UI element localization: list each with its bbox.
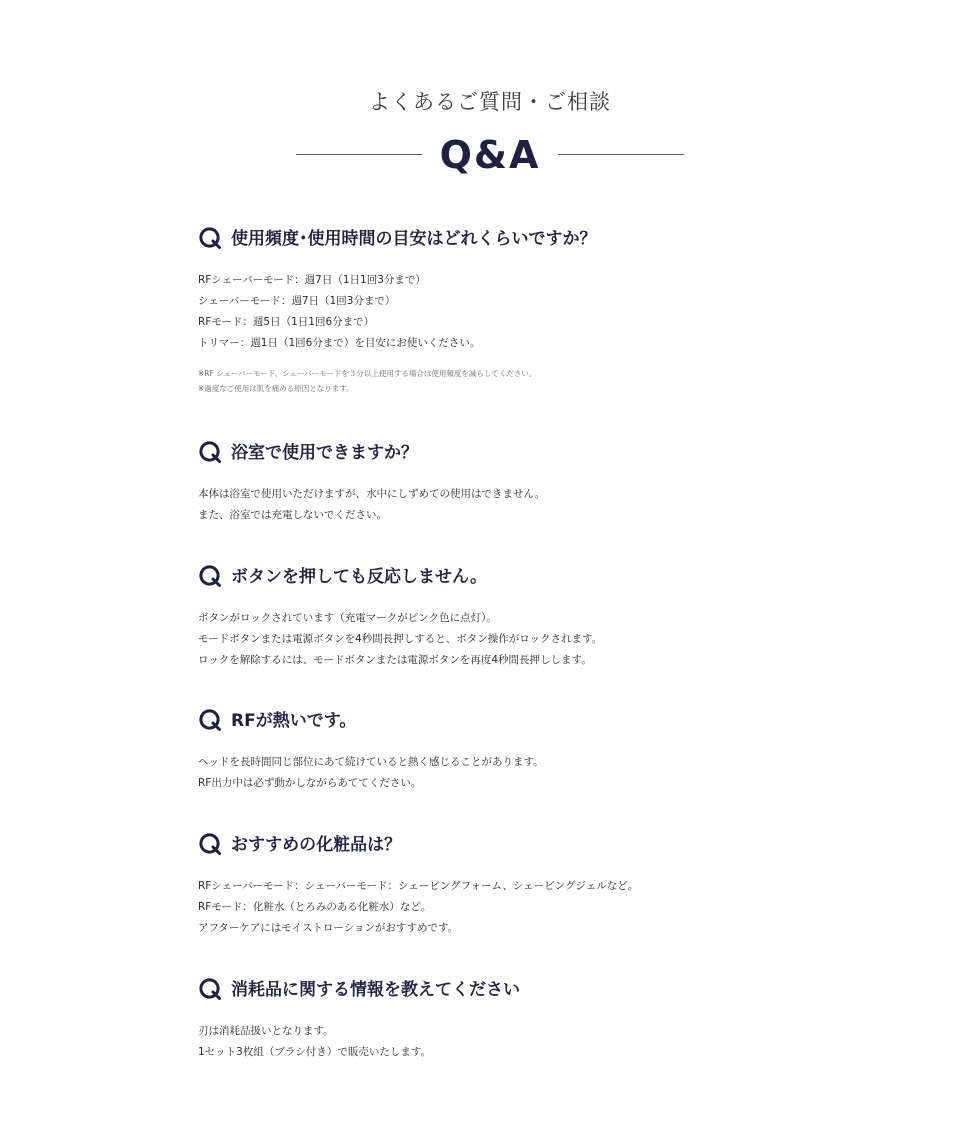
qa-item [198,707,798,794]
qa-item [198,563,798,671]
title-divider-left [296,154,422,155]
answer-line: また、浴室では充電しないでください。 [198,509,387,521]
qa-item [198,976,798,1063]
answer-line: モードボタンまたは電源ボタンを4秒間長押しすると、ボタン操作がロックされます。 [198,633,603,645]
q-letter-icon [198,977,222,1001]
section-subtitle: よくあるご質問・ご相談 [369,90,611,114]
answer-line: RFシェーバーモード：シェーバーモード：シェービングフォーム、シェービングジェルなど。 [198,880,639,892]
question-text: 浴室で使用できますか？ [231,443,418,463]
q-letter-icon [198,564,222,588]
q-letter-icon [198,708,222,732]
answer-line: アフターケアにはモイストローションがおすすめです。 [198,922,459,934]
qa-item [198,225,798,396]
answer-line: ヘッドを長時間同じ部位にあて続けていると熱く感じることがあります。 [198,756,544,768]
answer-text [198,876,798,939]
answer-line: RF出力中は必ず動かしながらあててください。 [198,777,422,789]
answer-line: ロックを解除するには、モードボタンまたは電源ボタンを再度4秒間長押しします。 [198,654,592,666]
q-letter-icon [198,226,222,250]
page-title: Q&A [439,133,541,177]
answer-line: ボタンがロックされています（充電マークがピンク色に点灯）。 [198,612,497,624]
answer-text [198,484,798,526]
question-text: 消耗品に関する情報を教えてください [231,980,520,1000]
question-row [198,563,798,591]
answer-text [198,752,798,794]
answer-line: シェーバーモード：週7日（1回3分まで） [198,295,396,307]
question-row [198,707,798,735]
answer-line: RFモード：週5日（1日1回6分まで） [198,316,375,328]
answer-notes [198,366,798,396]
note-line: ※過度なご使用は肌を痛める原因となります。 [198,384,354,393]
answer-text [198,270,798,354]
qa-item [198,439,798,526]
answer-line: 刃は消耗品扱いとなります。 [198,1025,334,1037]
answer-text [198,608,798,671]
question-row [198,976,798,1004]
q-letter-icon [198,440,222,464]
question-text: おすすめの化粧品は？ [231,835,402,855]
question-text: RFが熱いです。 [231,711,357,731]
answer-line: トリマー：週1日（1回6分まで）を目安にお使いください。 [198,337,481,349]
note-line: ※RF シェーバーモード、シェーバーモードを３分以上使用する場合は使用頻度を減らしてください。 [198,369,537,378]
question-text: ボタンを押しても反応しません。 [231,567,488,587]
title-divider-right [558,154,684,155]
question-row [198,225,798,253]
question-row [198,831,798,859]
answer-text [198,1021,798,1063]
question-row [198,439,798,467]
answer-line: 1セット3枚組（ブラシ付き）で販売いたします。 [198,1046,432,1058]
answer-line: RFモード：化粧水（とろみのある化粧水）など。 [198,901,432,913]
q-letter-icon [198,832,222,856]
qa-item [198,831,798,939]
answer-line: 本体は浴室で使用いただけますが、水中にしずめての使用はできません。 [198,488,546,500]
answer-line: RFシェーバーモード：週7日（1日1回3分まで） [198,274,426,286]
title-row [296,130,684,180]
question-text: 使用頻度･使用時間の目安はどれくらいですか？ [231,229,597,249]
